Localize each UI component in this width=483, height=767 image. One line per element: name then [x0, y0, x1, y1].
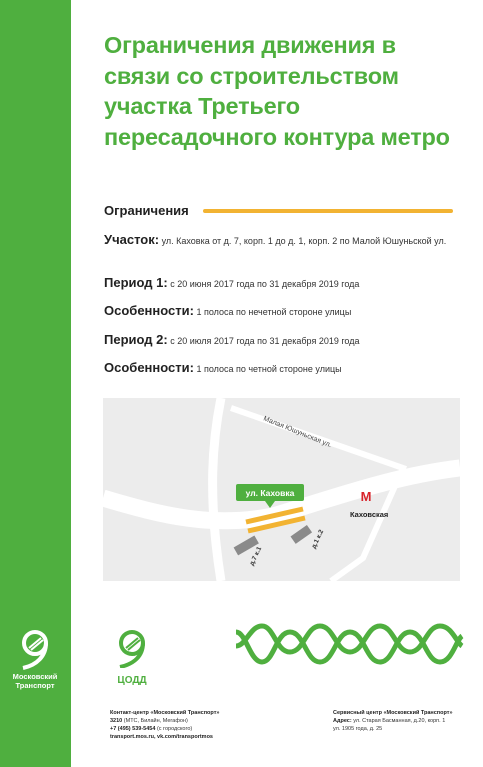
row-value: 1 полоса по четной стороне улицы — [193, 364, 342, 374]
restriction-row-period-1 — [104, 275, 459, 292]
contact-center-title: Контакт-центр «Московский Транспорт» — [110, 710, 220, 716]
row-value: с 20 июля 2017 года по 31 декабря 2019 года — [167, 336, 360, 346]
row-value: с 20 июня 2017 года по 31 декабря 2019 года — [167, 279, 360, 289]
page-title: Ограничения движения в связи со строительством участка Третьего пересадочного контура метро — [104, 32, 450, 150]
service-address-2: ул. 1905 года, д. 25 — [333, 726, 383, 732]
section-heading: Ограничения — [104, 203, 189, 218]
tsodd-logo-text: ЦОДД — [117, 675, 147, 686]
row-value: ул. Каховка от д. 7, корп. 1 до д. 1, корп. 2 по Малой Юшуньской ул. — [159, 236, 447, 246]
map-building-2-label: д.1 к.2 — [310, 528, 326, 550]
moscow-transport-9-icon — [15, 628, 55, 670]
restriction-row-period-2 — [104, 332, 459, 349]
row-key: Период 1: — [104, 275, 168, 290]
map-building-1-label: д.7 к.1 — [248, 545, 264, 567]
service-address-label: Адрес: — [333, 718, 352, 724]
contact-short-number-note: (МТС, Билайн, Мегафон) — [122, 718, 188, 724]
map-building-2 — [291, 525, 313, 544]
row-value: 1 полоса по нечетной стороне улицы — [193, 307, 352, 317]
contact-center-block — [110, 709, 320, 741]
contact-short-number: 3210 — [110, 718, 123, 724]
metro-icon: М — [360, 489, 372, 504]
service-center-title: Сервисный центр «Московский Транспорт» — [333, 710, 453, 716]
map-metro-station-label: Каховская — [350, 510, 389, 519]
row-key: Особенности: — [104, 360, 194, 375]
contact-phone-note: (с городского) — [155, 726, 193, 732]
map-road-side — [213, 398, 221, 581]
row-key: Особенности: — [104, 303, 194, 318]
moscow-transport-logo-text: Московский Транспорт — [12, 672, 58, 690]
moscow-transport-logo — [4, 628, 66, 690]
map-street-callout-pointer — [265, 501, 275, 508]
row-key: Период 2: — [104, 332, 168, 347]
restriction-row-section — [104, 232, 459, 249]
map-side-street-label: Малая Юшуньская ул. — [262, 415, 333, 450]
restriction-row-features-1 — [104, 303, 459, 320]
decorative-wave-pattern — [232, 622, 464, 672]
service-address: ул. Старая Басманная, д.20, корп. 1 — [351, 718, 446, 724]
section-divider — [203, 209, 453, 213]
service-center-block — [333, 709, 479, 733]
tsodd-icon — [112, 628, 152, 668]
map-street-label: ул. Каховка — [245, 488, 295, 498]
restriction-row-features-2 — [104, 360, 459, 377]
brand-sidebar — [0, 0, 71, 767]
contact-phone: +7 (495) 539-5454 — [110, 726, 156, 732]
contact-links: transport.mos.ru, vk.com/transportmos — [110, 734, 213, 740]
area-map — [103, 398, 460, 581]
tsodd-logo — [107, 628, 157, 686]
row-key: Участок: — [104, 232, 160, 247]
